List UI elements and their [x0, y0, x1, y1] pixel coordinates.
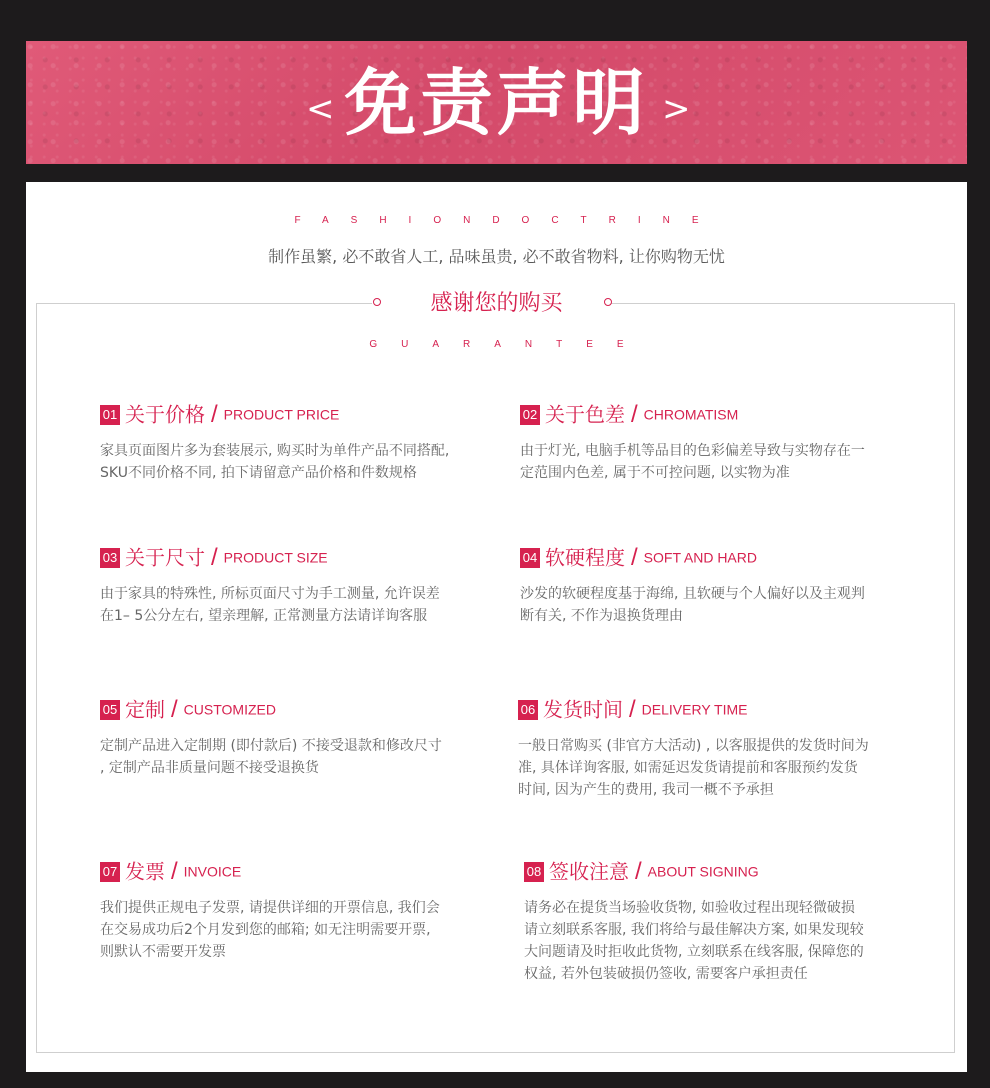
item-heading [100, 543, 500, 571]
item-title: 软硬程度 [545, 545, 625, 570]
item-number-badge: 01 [100, 405, 120, 425]
slash-divider: / [631, 400, 638, 428]
item-title: 发货时间 [543, 697, 623, 722]
item-english-title: INVOICE [183, 863, 242, 880]
disclaimer-item-size [100, 543, 500, 627]
slash-divider: / [171, 695, 178, 723]
item-description: 沙发的软硬程度基于海绵, 且软硬与个人偏好以及主观判 断有关, 不作为退换货理由 [520, 586, 865, 624]
disclaimer-item-signing [524, 857, 924, 985]
item-heading [520, 543, 920, 571]
item-number-badge: 04 [520, 548, 540, 568]
item-english-title: DELIVERY TIME [641, 701, 748, 718]
item-heading [518, 695, 918, 723]
item-description: 由于灯光, 电脑手机等品目的色彩偏差导致与实物存在一 定范围内色差, 属于不可控问题, 以实物为准 [520, 443, 865, 481]
item-title: 发票 [125, 859, 165, 884]
guarantee-label: GUARANTEE [369, 339, 648, 350]
item-number-badge: 03 [100, 548, 120, 568]
disclaimer-item-chromatism [520, 400, 920, 484]
disclaimer-item-softness [520, 543, 920, 627]
item-description: 我们提供正规电子发票, 请提供详细的开票信息, 我们会 在交易成功后2个月发到您的邮箱; 如无注明需要开票, 则默认不需要开发票 [100, 900, 440, 960]
item-english-title: PRODUCT PRICE [223, 406, 340, 423]
item-description: 家具页面图片多为套装展示, 购买时为单件产品不同搭配, SKU不同价格不同, 拍下请留意产品价格和件数规格 [100, 443, 450, 481]
disclaimer-item-price [100, 400, 500, 484]
item-title: 签收注意 [549, 859, 629, 884]
slash-divider: / [211, 400, 218, 428]
item-title: 关于色差 [545, 402, 625, 427]
item-heading [100, 857, 500, 885]
slash-divider: / [629, 695, 636, 723]
card-subtitle: 制作虽繁, 必不敢省人工, 品味虽贵, 必不敢省物料, 让你购物无忧 [268, 247, 725, 266]
disclaimer-card [26, 182, 967, 1072]
item-english-title: SOFT AND HARD [643, 549, 757, 566]
disclaimer-item-delivery [518, 695, 918, 801]
banner-title: 免责声明 [344, 61, 649, 145]
item-description: 请务必在提货当场验收货物, 如验收过程出现轻微破损 请立刻联系客服, 我们将给与最佳解决方案, 如果发现较 大问题请及时拒收此货物, 立刻联系在线客服, 保障您的 权益, 若外包装破损仍签收, 需要客户承担责任 [524, 900, 864, 982]
item-english-title: CHROMATISM [643, 406, 739, 423]
item-english-title: PRODUCT SIZE [223, 549, 328, 566]
item-english-title: CUSTOMIZED [183, 701, 276, 718]
item-heading [100, 400, 500, 428]
disclaimer-item-invoice [100, 857, 500, 963]
item-english-title: ABOUT SIGNING [647, 863, 759, 880]
item-number-badge: 08 [524, 862, 544, 882]
item-description: 定制产品进入定制期 (即付款后) 不接受退款和修改尺寸 , 定制产品非质量问题不接受退换货 [100, 738, 442, 776]
thanks-heading: 感谢您的购买 [430, 291, 563, 316]
slash-divider: / [631, 543, 638, 571]
item-heading [100, 695, 500, 723]
item-description: 一般日常购买 (非官方大活动) , 以客服提供的发货时间为 准, 具体详询客服, 如需延迟发货请提前和客服预约发货 时间, 因为产生的费用, 我司一概不予承担 [518, 738, 869, 798]
item-title: 定制 [125, 697, 165, 722]
slash-divider: / [171, 857, 178, 885]
left-chevron-icon: < [306, 89, 335, 129]
item-description: 由于家具的特殊性, 所标页面尺寸为手工测量, 允许误差 在1– 5公分左右, 望亲理解, 正常测量方法请详询客服 [100, 586, 440, 624]
disclaimer-item-customized [100, 695, 500, 779]
item-title: 关于价格 [125, 402, 205, 427]
slash-divider: / [211, 543, 218, 571]
item-title: 关于尺寸 [125, 545, 205, 570]
item-number-badge: 02 [520, 405, 540, 425]
right-chevron-icon: > [662, 89, 691, 129]
item-heading [524, 857, 924, 885]
disclaimer-banner [26, 41, 967, 164]
item-heading [520, 400, 920, 428]
item-number-badge: 07 [100, 862, 120, 882]
fashion-doctrine-label: FASHIONDOCTRINE [294, 215, 721, 226]
item-number-badge: 05 [100, 700, 120, 720]
item-number-badge: 06 [518, 700, 538, 720]
slash-divider: / [635, 857, 642, 885]
